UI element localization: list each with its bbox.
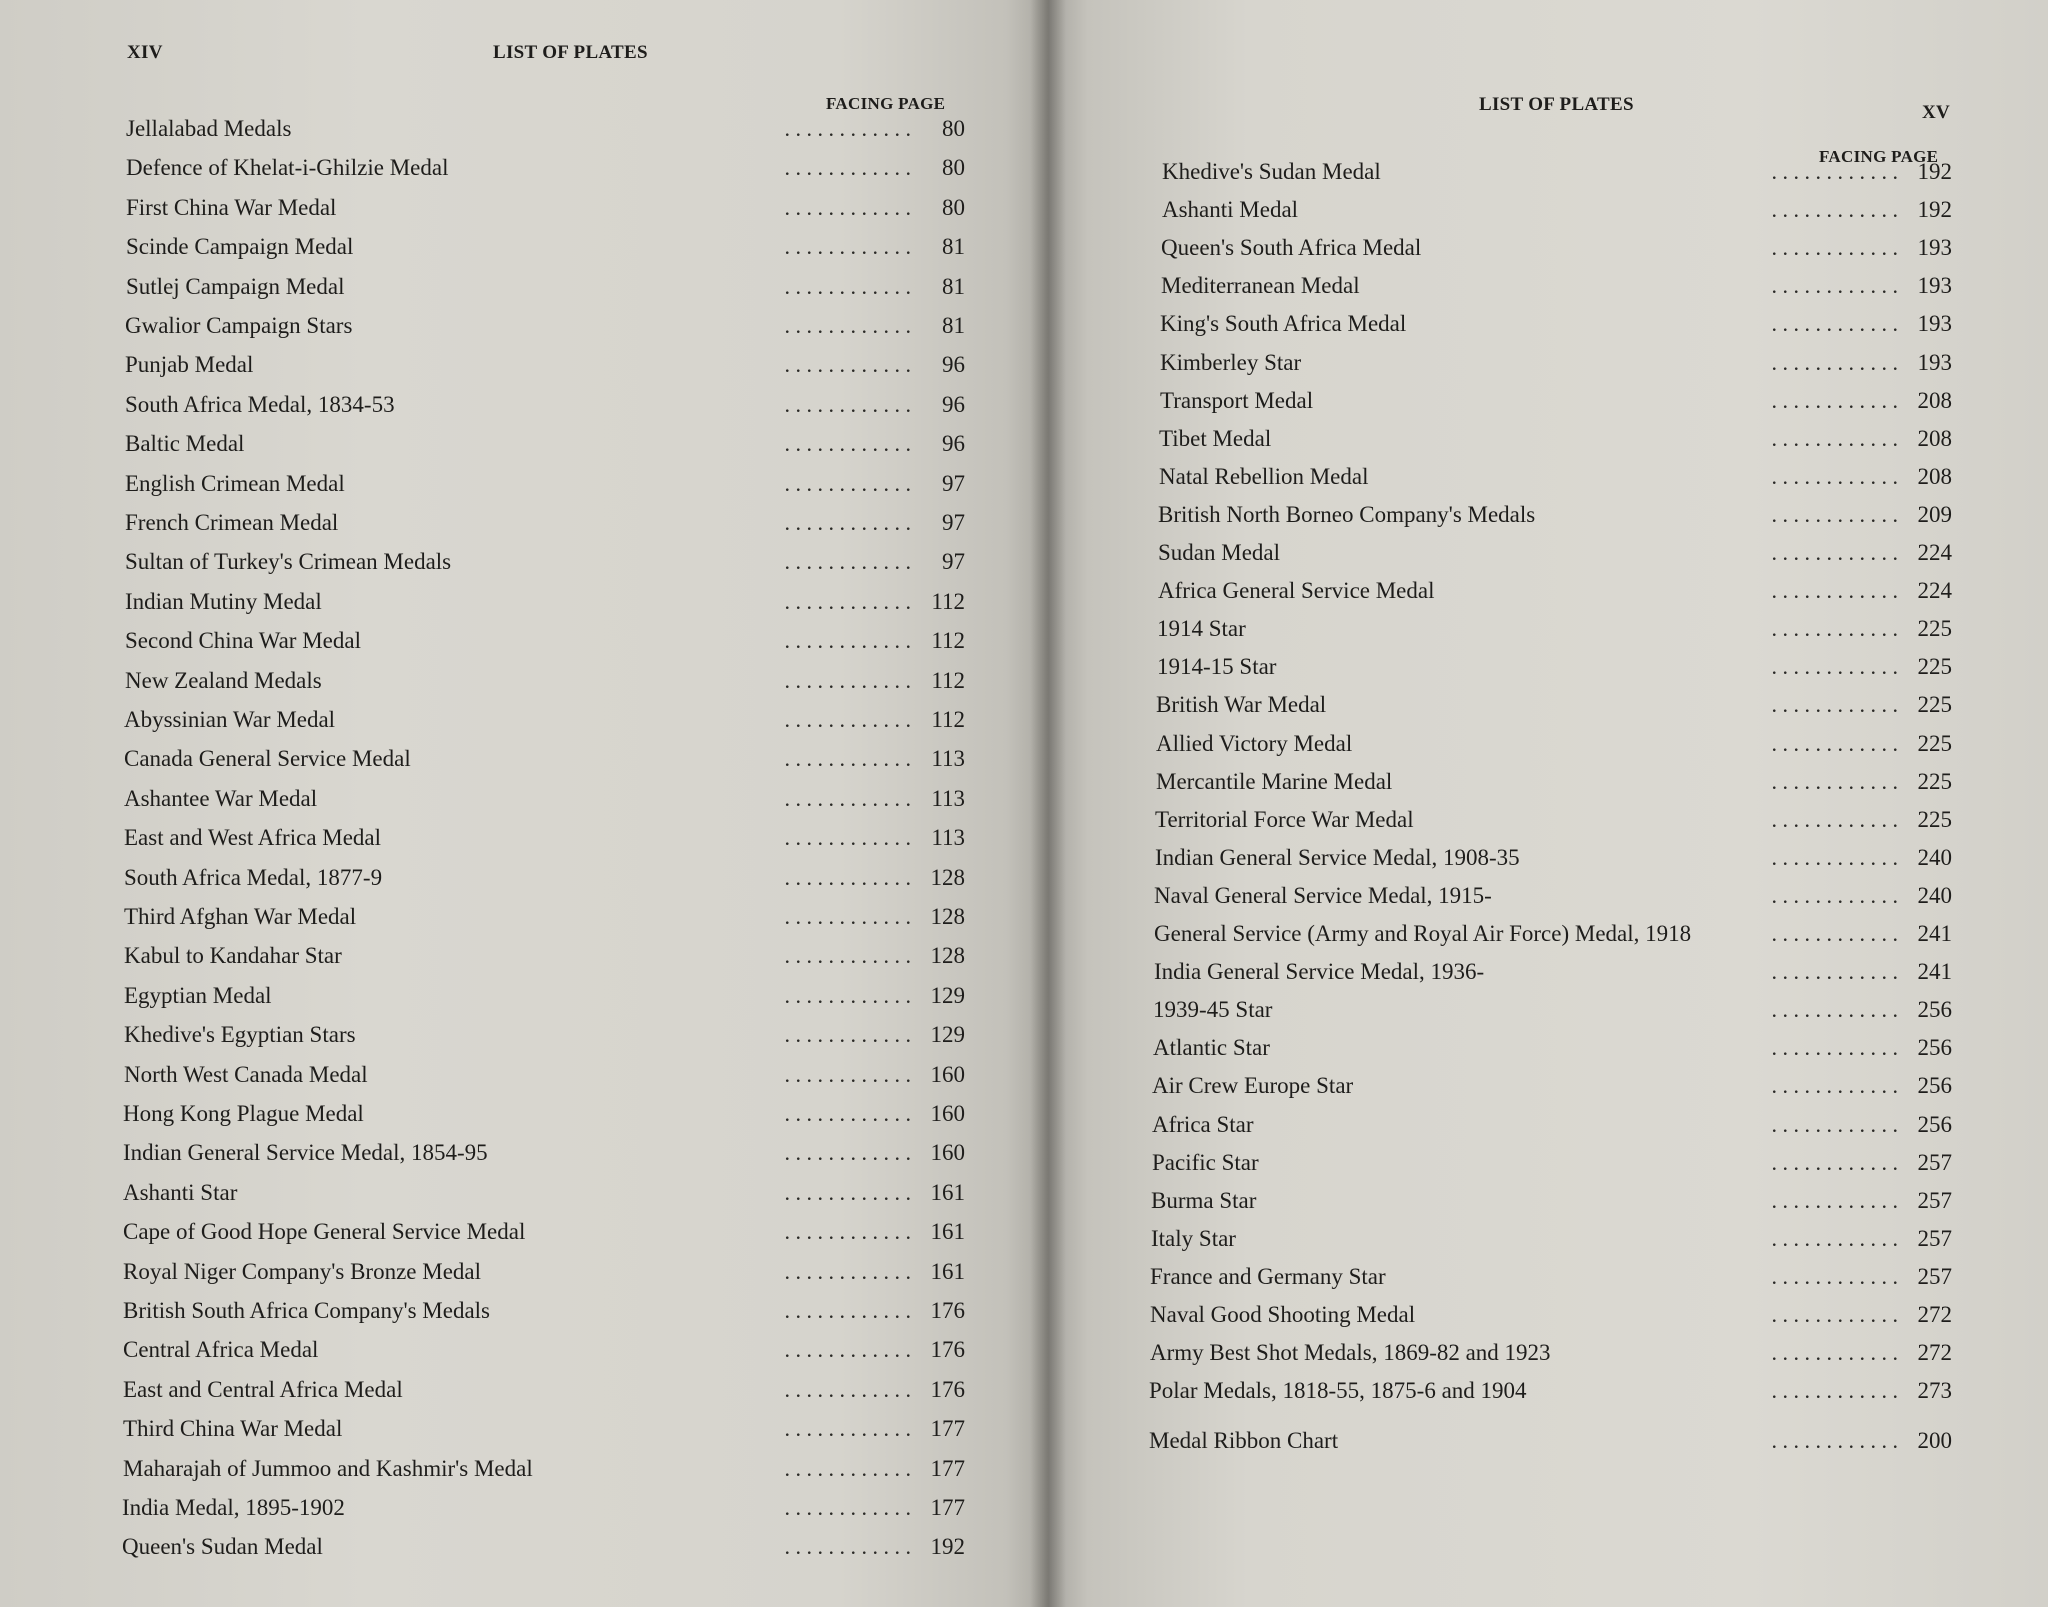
plate-page-number: 96 xyxy=(942,431,965,457)
plate-title: Ashanti Medal xyxy=(1162,197,1299,223)
leader-dots: . . . . . . . . . . . . xyxy=(1771,692,1898,718)
plate-title: Transport Medal xyxy=(1160,387,1314,413)
plate-entry xyxy=(1151,1221,1952,1257)
plate-title: Punjab Medal xyxy=(125,352,254,378)
plate-page-number: 225 xyxy=(1917,806,1952,832)
leader-dots: . . . . . . . . . . . . xyxy=(1771,616,1898,642)
plate-page-number: 193 xyxy=(1917,349,1952,375)
plate-page-number: 81 xyxy=(942,234,965,260)
plate-entry xyxy=(123,1096,965,1132)
leader-dots: . . . . . . . . . . . . xyxy=(1771,311,1898,337)
plate-title: Indian General Service Medal, 1854-95 xyxy=(123,1140,488,1166)
plate-title: 1939-45 Star xyxy=(1153,997,1273,1023)
leader-dots: . . . . . . . . . . . . xyxy=(1771,1225,1898,1251)
leader-dots: . . . . . . . . . . . . xyxy=(784,667,911,693)
left-folio: XIV xyxy=(127,42,163,63)
plate-title: Kabul to Kandahar Star xyxy=(124,943,342,969)
plate-page-number: 225 xyxy=(1917,768,1952,794)
plate-title: New Zealand Medals xyxy=(125,667,322,693)
plate-entry xyxy=(125,663,965,699)
plate-page-number: 81 xyxy=(942,273,965,299)
leader-dots: . . . . . . . . . . . . xyxy=(784,1140,911,1166)
plate-title: Third China War Medal xyxy=(123,1416,343,1442)
plate-entry xyxy=(124,820,965,856)
plate-entry xyxy=(1156,687,1952,723)
leader-dots: . . . . . . . . . . . . xyxy=(784,1416,911,1442)
plate-entry xyxy=(1150,1297,1952,1333)
plate-entry xyxy=(124,741,965,777)
leader-dots: . . . . . . . . . . . . xyxy=(1771,1035,1898,1061)
right-column-header: FACING PAGE xyxy=(1819,147,1939,166)
plate-entry xyxy=(1155,840,1952,876)
leader-dots: . . . . . . . . . . . . xyxy=(784,1219,911,1245)
leader-dots: . . . . . . . . . . . . xyxy=(784,1495,911,1520)
plate-title: Sutlej Campaign Medal xyxy=(126,273,345,299)
leader-dots: . . . . . . . . . . . . xyxy=(784,1534,911,1560)
leader-dots: . . . . . . . . . . . . xyxy=(1771,959,1898,985)
leader-dots: . . . . . . . . . . . . xyxy=(784,1455,911,1481)
plate-page-number: 128 xyxy=(930,864,965,890)
plate-title: Italy Star xyxy=(1151,1225,1236,1251)
plate-entry xyxy=(1152,1068,1952,1104)
leader-dots: . . . . . . . . . . . . xyxy=(784,825,911,851)
leader-dots: . . . . . . . . . . . . xyxy=(1771,349,1898,375)
plate-entry xyxy=(1159,421,1952,457)
plate-title: South Africa Medal, 1834-53 xyxy=(125,391,395,417)
plate-title: India General Service Medal, 1936- xyxy=(1154,959,1485,985)
leader-dots: . . . . . . . . . . . . xyxy=(1771,1428,1898,1454)
plate-page-number: 161 xyxy=(930,1219,965,1245)
plate-page-number: 225 xyxy=(1917,654,1952,680)
plate-page-number: 192 xyxy=(1917,159,1952,184)
plate-entry xyxy=(123,1332,965,1368)
plate-title: Sudan Medal xyxy=(1158,540,1281,565)
plate-entry xyxy=(1150,1259,1952,1295)
plate-entry xyxy=(124,978,965,1014)
book-gutter xyxy=(1030,0,1066,1607)
plate-page-number: 177 xyxy=(930,1495,965,1520)
plate-entry xyxy=(123,1372,965,1408)
plate-title: Royal Niger Company's Bronze Medal xyxy=(123,1258,482,1284)
plate-entry xyxy=(123,1411,965,1447)
plate-entry xyxy=(125,584,965,620)
leader-dots: . . . . . . . . . . . . xyxy=(1771,1111,1898,1137)
leader-dots: . . . . . . . . . . . . xyxy=(1771,997,1898,1023)
plate-title: Air Crew Europe Star xyxy=(1152,1073,1354,1099)
plate-page-number: 97 xyxy=(942,470,965,496)
plate-title: Mediterranean Medal xyxy=(1161,273,1360,299)
plate-page-number: 112 xyxy=(931,667,965,693)
plate-entry xyxy=(1155,802,1952,838)
leader-dots: . . . . . . . . . . . . xyxy=(784,982,911,1008)
plate-page-number: 256 xyxy=(1917,1035,1952,1061)
leader-dots: . . . . . . . . . . . . xyxy=(784,588,911,614)
plate-page-number: 97 xyxy=(942,549,965,575)
plate-entry xyxy=(1154,878,1952,914)
right-folio: XV xyxy=(1922,102,1951,123)
leader-dots: . . . . . . . . . . . . xyxy=(1771,425,1898,451)
plate-entry xyxy=(1152,1107,1952,1143)
left-column-header: FACING PAGE xyxy=(826,94,946,113)
plate-title: France and Germany Star xyxy=(1150,1263,1386,1289)
plate-title: Africa Star xyxy=(1152,1111,1254,1137)
plate-entry xyxy=(1149,1373,1952,1409)
leader-dots: . . . . . . . . . . . . xyxy=(784,1376,911,1402)
plate-title: Cape of Good Hope General Service Medal xyxy=(123,1219,526,1245)
plate-title: Army Best Shot Medals, 1869-82 and 1923 xyxy=(1150,1340,1551,1366)
plate-entry xyxy=(126,269,965,305)
leader-dots: . . . . . . . . . . . . xyxy=(784,943,911,969)
plate-page-number: 177 xyxy=(930,1416,965,1442)
plate-entry xyxy=(1151,1183,1952,1219)
plate-entry xyxy=(1150,1335,1952,1371)
plate-title: Mercantile Marine Medal xyxy=(1156,768,1393,794)
plate-page-number: 128 xyxy=(930,943,965,969)
plate-entry xyxy=(123,1135,965,1171)
plate-title: 1914 Star xyxy=(1157,616,1246,642)
leader-dots: . . . . . . . . . . . . xyxy=(784,864,911,890)
plate-entry xyxy=(124,860,965,896)
leader-dots: . . . . . . . . . . . . xyxy=(784,391,911,417)
leader-dots: . . . . . . . . . . . . xyxy=(784,1298,911,1323)
plate-page-number: 177 xyxy=(930,1455,965,1481)
plate-page-number: 209 xyxy=(1917,501,1952,527)
plate-title: Tibet Medal xyxy=(1159,425,1272,451)
plate-page-number: 257 xyxy=(1917,1187,1952,1213)
plate-page-number: 192 xyxy=(1917,197,1952,223)
plate-page-number: 256 xyxy=(1917,1111,1952,1137)
plate-page-number: 112 xyxy=(931,628,965,654)
plate-page-number: 257 xyxy=(1917,1263,1952,1289)
leader-dots: . . . . . . . . . . . . xyxy=(784,470,911,496)
plate-page-number: 240 xyxy=(1917,844,1952,870)
plate-page-number: 224 xyxy=(1917,578,1952,604)
plate-entry xyxy=(123,1293,965,1329)
plate-entry xyxy=(122,1529,965,1565)
plate-entry xyxy=(124,702,965,738)
plate-title: Polar Medals, 1818-55, 1875-6 and 1904 xyxy=(1149,1378,1527,1404)
leader-dots: . . . . . . . . . . . . xyxy=(1771,844,1898,870)
plate-entry xyxy=(1156,726,1952,762)
right-page xyxy=(1048,0,2048,1607)
leader-dots: . . . . . . . . . . . . xyxy=(1771,806,1898,832)
leader-dots: . . . . . . . . . . . . xyxy=(1771,1302,1898,1327)
plate-title: Sultan of Turkey's Crimean Medals xyxy=(125,549,452,575)
plate-title: Canada General Service Medal xyxy=(124,746,411,772)
leader-dots: . . . . . . . . . . . . xyxy=(784,628,911,654)
plate-entry xyxy=(124,899,965,935)
plate-title: Indian Mutiny Medal xyxy=(125,588,322,614)
plate-page-number: 208 xyxy=(1917,425,1952,451)
plate-page-number: 193 xyxy=(1917,311,1952,337)
leader-dots: . . . . . . . . . . . . xyxy=(1771,654,1898,680)
leader-dots: . . . . . . . . . . . . xyxy=(1771,273,1898,299)
plate-page-number: 97 xyxy=(942,510,965,535)
plate-page-number: 257 xyxy=(1917,1149,1952,1175)
plate-page-number: 128 xyxy=(930,904,965,929)
plate-entry xyxy=(1160,383,1952,419)
leader-dots: . . . . . . . . . . . . xyxy=(1771,1263,1898,1289)
plate-entry xyxy=(124,781,965,817)
plate-title: British South Africa Company's Medals xyxy=(123,1298,491,1323)
plate-title: Khedive's Egyptian Stars xyxy=(124,1022,356,1048)
plate-entry xyxy=(1158,573,1952,609)
plate-page-number: 224 xyxy=(1917,540,1952,565)
plate-page-number: 160 xyxy=(930,1101,965,1126)
leader-dots: . . . . . . . . . . . . xyxy=(784,746,911,772)
plate-page-number: 160 xyxy=(930,1061,965,1087)
plate-title: Ashantee War Medal xyxy=(124,785,318,811)
plate-title: Allied Victory Medal xyxy=(1156,730,1353,756)
leader-dots: . . . . . . . . . . . . xyxy=(784,352,911,378)
plate-entry xyxy=(123,1214,965,1250)
plate-title: Africa General Service Medal xyxy=(1158,578,1435,604)
plate-entry xyxy=(125,623,965,659)
leader-dots: . . . . . . . . . . . . xyxy=(784,1022,911,1048)
leader-dots: . . . . . . . . . . . . xyxy=(784,1101,911,1126)
leader-dots: . . . . . . . . . . . . xyxy=(1771,540,1898,565)
leader-dots: . . . . . . . . . . . . xyxy=(1771,578,1898,604)
plate-page-number: 225 xyxy=(1917,616,1952,642)
plate-entry xyxy=(1162,154,1952,190)
leader-dots: . . . . . . . . . . . . xyxy=(784,707,911,732)
plate-title: Natal Rebellion Medal xyxy=(1159,463,1369,489)
plate-title: 1914-15 Star xyxy=(1157,654,1277,680)
plate-page-number: 208 xyxy=(1917,387,1952,413)
plate-entry xyxy=(1154,916,1952,952)
plate-title: Jellalabad Medals xyxy=(126,116,292,141)
plate-page-number: 272 xyxy=(1917,1340,1952,1366)
plate-entry xyxy=(1152,1145,1952,1181)
plate-title: Scinde Campaign Medal xyxy=(126,234,354,260)
plate-page-number: 80 xyxy=(942,116,965,141)
plate-title: Maharajah of Jummoo and Kashmir's Medal xyxy=(123,1455,533,1481)
plate-title: Atlantic Star xyxy=(1153,1035,1270,1061)
plate-title: Central Africa Medal xyxy=(123,1337,319,1363)
plate-entry xyxy=(1160,306,1952,342)
plate-page-number: 81 xyxy=(942,313,965,338)
plate-title: India Medal, 1895-1902 xyxy=(122,1495,345,1520)
leader-dots: . . . . . . . . . . . . xyxy=(784,1179,911,1205)
plate-page-number: 129 xyxy=(930,982,965,1008)
plate-title: General Service (Army and Royal Air Force) Medal, 1918 xyxy=(1154,921,1692,946)
plate-page-number: 96 xyxy=(942,352,965,378)
leader-dots: . . . . . . . . . . . . xyxy=(784,313,911,338)
plate-title: French Crimean Medal xyxy=(125,510,339,535)
plate-title: Abyssinian War Medal xyxy=(124,707,336,732)
leader-dots: . . . . . . . . . . . . xyxy=(1771,159,1898,184)
plate-page-number: 161 xyxy=(930,1179,965,1205)
plate-title: Medal Ribbon Chart xyxy=(1149,1428,1339,1454)
plate-entry xyxy=(126,111,965,147)
plate-title: British North Borneo Company's Medals xyxy=(1158,501,1536,527)
plate-title: South Africa Medal, 1877-9 xyxy=(124,864,383,890)
plate-page-number: 80 xyxy=(942,194,965,220)
plate-title: Territorial Force War Medal xyxy=(1155,806,1414,832)
plate-entry xyxy=(125,505,965,541)
leader-dots: . . . . . . . . . . . . xyxy=(784,549,911,575)
plate-title: Burma Star xyxy=(1151,1187,1257,1213)
plate-entry xyxy=(1158,497,1952,533)
leader-dots: . . . . . . . . . . . . xyxy=(1771,1378,1898,1404)
plate-entry xyxy=(123,1175,965,1211)
plate-entry xyxy=(1149,1423,1952,1459)
plate-title: First China War Medal xyxy=(126,194,337,220)
plate-entry xyxy=(126,150,965,186)
plate-entry xyxy=(125,544,965,580)
plate-page-number: 129 xyxy=(930,1022,965,1048)
plate-entry xyxy=(125,308,965,344)
leader-dots: . . . . . . . . . . . . xyxy=(784,234,911,260)
plate-page-number: 256 xyxy=(1917,997,1952,1023)
plate-entry xyxy=(1160,345,1952,381)
plate-title: Pacific Star xyxy=(1152,1149,1259,1175)
plate-title: Gwalior Campaign Stars xyxy=(125,313,353,338)
leader-dots: . . . . . . . . . . . . xyxy=(784,431,911,457)
plate-entry xyxy=(125,347,965,383)
plate-entry xyxy=(125,466,965,502)
leader-dots: . . . . . . . . . . . . xyxy=(1771,768,1898,794)
plate-entry xyxy=(123,1451,965,1487)
plate-entry xyxy=(1157,649,1952,685)
plate-entry xyxy=(1153,1030,1952,1066)
plate-title: North West Canada Medal xyxy=(124,1061,368,1087)
plate-entry xyxy=(124,1017,965,1053)
leader-dots: . . . . . . . . . . . . xyxy=(784,1258,911,1284)
plate-title: Ashanti Star xyxy=(123,1179,238,1205)
leader-dots: . . . . . . . . . . . . xyxy=(1771,387,1898,413)
plate-page-number: 208 xyxy=(1917,463,1952,489)
plate-page-number: 96 xyxy=(942,391,965,417)
leader-dots: . . . . . . . . . . . . xyxy=(1771,463,1898,489)
plate-page-number: 193 xyxy=(1917,235,1952,261)
leader-dots: . . . . . . . . . . . . xyxy=(784,116,911,141)
plate-entry xyxy=(1158,535,1952,571)
plate-entry xyxy=(1162,192,1952,228)
plate-title: Defence of Khelat-i-Ghilzie Medal xyxy=(126,155,449,181)
plate-entry xyxy=(124,1057,965,1093)
plate-entry xyxy=(124,938,965,974)
plate-entry xyxy=(126,190,965,226)
leader-dots: . . . . . . . . . . . . xyxy=(1771,235,1898,261)
plate-page-number: 273 xyxy=(1917,1378,1952,1404)
leader-dots: . . . . . . . . . . . . xyxy=(784,785,911,811)
plate-entry xyxy=(123,1254,965,1290)
plate-title: Indian General Service Medal, 1908-35 xyxy=(1155,844,1520,870)
plate-title: Queen's Sudan Medal xyxy=(122,1534,323,1560)
plate-page-number: 256 xyxy=(1917,1073,1952,1099)
plate-entry xyxy=(1161,230,1952,266)
plate-page-number: 80 xyxy=(942,155,965,181)
plate-title: British War Medal xyxy=(1156,692,1327,718)
plate-entry xyxy=(1154,954,1952,990)
plate-entry xyxy=(1157,611,1952,647)
plate-title: Second China War Medal xyxy=(125,628,361,654)
leader-dots: . . . . . . . . . . . . xyxy=(1771,1340,1898,1366)
leader-dots: . . . . . . . . . . . . xyxy=(1771,1073,1898,1099)
plate-page-number: 176 xyxy=(930,1337,965,1363)
leader-dots: . . . . . . . . . . . . xyxy=(784,194,911,220)
plate-title: English Crimean Medal xyxy=(125,470,345,496)
leader-dots: . . . . . . . . . . . . xyxy=(1771,730,1898,756)
leader-dots: . . . . . . . . . . . . xyxy=(784,904,911,929)
plate-title: Egyptian Medal xyxy=(124,982,272,1008)
plate-page-number: 192 xyxy=(930,1534,965,1560)
plate-title: Baltic Medal xyxy=(125,431,245,457)
plate-title: King's South Africa Medal xyxy=(1160,311,1407,337)
leader-dots: . . . . . . . . . . . . xyxy=(1771,921,1898,946)
left-running-head: LIST OF PLATES xyxy=(493,42,648,63)
plate-page-number: 112 xyxy=(931,707,965,732)
leader-dots: . . . . . . . . . . . . xyxy=(784,1337,911,1363)
plate-page-number: 113 xyxy=(931,825,965,851)
leader-dots: . . . . . . . . . . . . xyxy=(1771,197,1898,223)
plate-title: Hong Kong Plague Medal xyxy=(123,1101,364,1126)
leader-dots: . . . . . . . . . . . . xyxy=(784,155,911,181)
plate-page-number: 272 xyxy=(1917,1302,1952,1327)
plate-page-number: 225 xyxy=(1917,692,1952,718)
plate-title: Naval Good Shooting Medal xyxy=(1150,1302,1416,1327)
plate-page-number: 240 xyxy=(1917,882,1952,908)
leader-dots: . . . . . . . . . . . . xyxy=(1771,1149,1898,1175)
right-running-head: LIST OF PLATES xyxy=(1479,94,1634,115)
plate-title: East and Central Africa Medal xyxy=(123,1376,403,1402)
plate-entry xyxy=(126,229,965,265)
plate-title: Kimberley Star xyxy=(1160,349,1302,375)
leader-dots: . . . . . . . . . . . . xyxy=(784,1061,911,1087)
plate-entry xyxy=(125,426,965,462)
plate-page-number: 241 xyxy=(1917,959,1952,985)
plate-title: Queen's South Africa Medal xyxy=(1161,235,1422,261)
plate-page-number: 176 xyxy=(930,1298,965,1323)
plate-page-number: 113 xyxy=(931,746,965,772)
plate-page-number: 241 xyxy=(1917,921,1952,946)
plate-entry xyxy=(1159,459,1952,495)
plate-page-number: 225 xyxy=(1917,730,1952,756)
plate-title: East and West Africa Medal xyxy=(124,825,382,851)
plate-page-number: 160 xyxy=(930,1140,965,1166)
plate-page-number: 200 xyxy=(1917,1428,1952,1454)
leader-dots: . . . . . . . . . . . . xyxy=(784,510,911,535)
plate-entry xyxy=(125,387,965,423)
plate-entry xyxy=(1156,764,1952,800)
leader-dots: . . . . . . . . . . . . xyxy=(1771,1187,1898,1213)
plate-page-number: 113 xyxy=(931,785,965,811)
leader-dots: . . . . . . . . . . . . xyxy=(784,273,911,299)
plate-page-number: 112 xyxy=(931,588,965,614)
plate-title: Third Afghan War Medal xyxy=(124,904,357,929)
plate-page-number: 176 xyxy=(930,1376,965,1402)
plate-title: Khedive's Sudan Medal xyxy=(1162,159,1381,184)
plate-page-number: 193 xyxy=(1917,273,1952,299)
leader-dots: . . . . . . . . . . . . xyxy=(1771,882,1898,908)
plate-page-number: 161 xyxy=(930,1258,965,1284)
plate-entry xyxy=(1153,992,1952,1028)
leader-dots: . . . . . . . . . . . . xyxy=(1771,501,1898,527)
plate-page-number: 257 xyxy=(1917,1225,1952,1251)
plate-entry xyxy=(1161,268,1952,304)
plate-entry xyxy=(122,1490,965,1526)
plate-title: Naval General Service Medal, 1915- xyxy=(1154,882,1492,908)
